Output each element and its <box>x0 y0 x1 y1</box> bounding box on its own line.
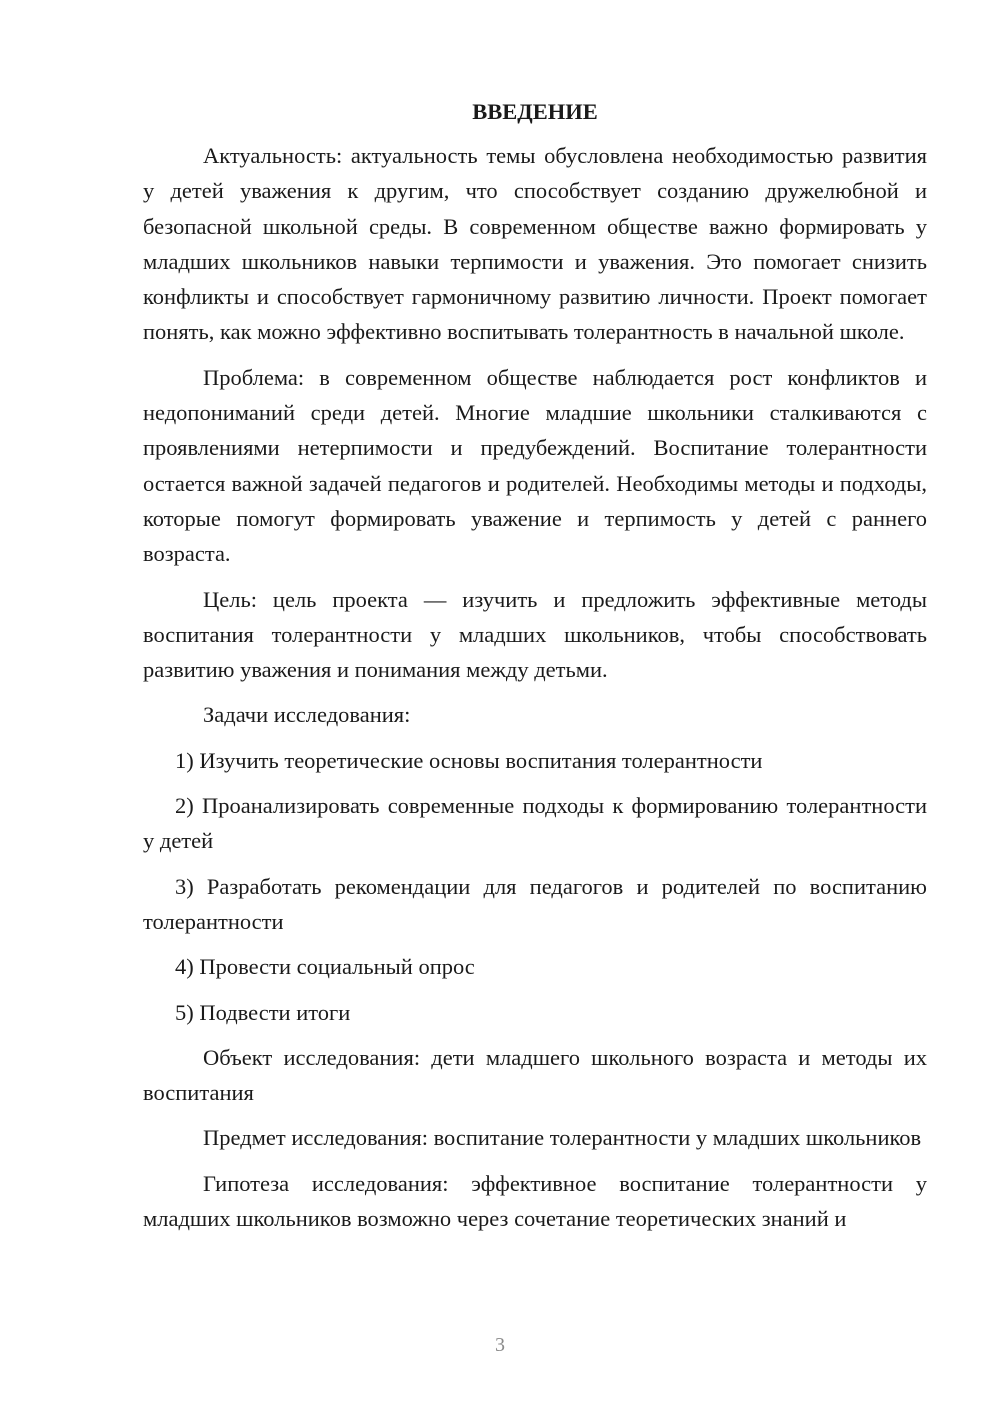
task-item-3: 3) Разработать рекомендации для педагогов и родителей по воспитанию толерантности <box>143 873 927 934</box>
paragraph-problem: Проблема: в современном обществе наблюдается рост конфликтов и недопониманий среди детей. Многие младшие школьники сталкиваются с проявлениями нетерпимости и предубеждений. Воспитание толерантности остается важной задачей педагогов и родителей. Необходимы методы и подходы, которые помогут формировать уважение и терпимость у детей с раннего возраста. <box>143 364 927 567</box>
paragraph-goal: Цель: цель проекта — изучить и предложить эффективные методы воспитания толерантности у младших школьников, чтобы способствовать развитию уважения и понимания между детьми. <box>143 586 927 683</box>
section-title: ВВЕДЕНИЕ <box>472 99 598 124</box>
task-item-2: 2) Проанализировать современные подходы к формированию толерантности у детей <box>143 793 927 854</box>
paragraph-tasks-heading: Задачи исследования: <box>203 702 411 728</box>
task-item-1: 1) Изучить теоретические основы воспитания толерантности <box>175 747 763 773</box>
paragraph-object: Объект исследования: дети младшего школьного возраста и методы их воспитания <box>143 1044 927 1106</box>
page-content <box>143 96 927 1246</box>
paragraph-relevance: Актуальность: актуальность темы обусловлена необходимостью развития у детей уважения к другим, что способствует созданию дружелюбной и безопасной школьной среды. В современном обществе важно формировать у младших школьников навыки терпимости и уважения. Это помогает снизить конфликты и способствует гармоничному развитию личности. Проект помогает понять, как можно эффективно воспитывать толерантность в начальной школе. <box>143 143 927 345</box>
task-item-5: 5) Подвести итоги <box>175 999 351 1025</box>
task-item-4: 4) Провести социальный опрос <box>175 954 475 980</box>
page-number: 3 <box>495 1334 505 1356</box>
paragraph-subject: Предмет исследования: воспитание толерантности у младших школьников <box>203 1125 922 1151</box>
paragraph-hypothesis: Гипотеза исследования: эффективное воспитание толерантности у младших школьников возможно через сочетание теоретических знаний и <box>143 1170 927 1232</box>
